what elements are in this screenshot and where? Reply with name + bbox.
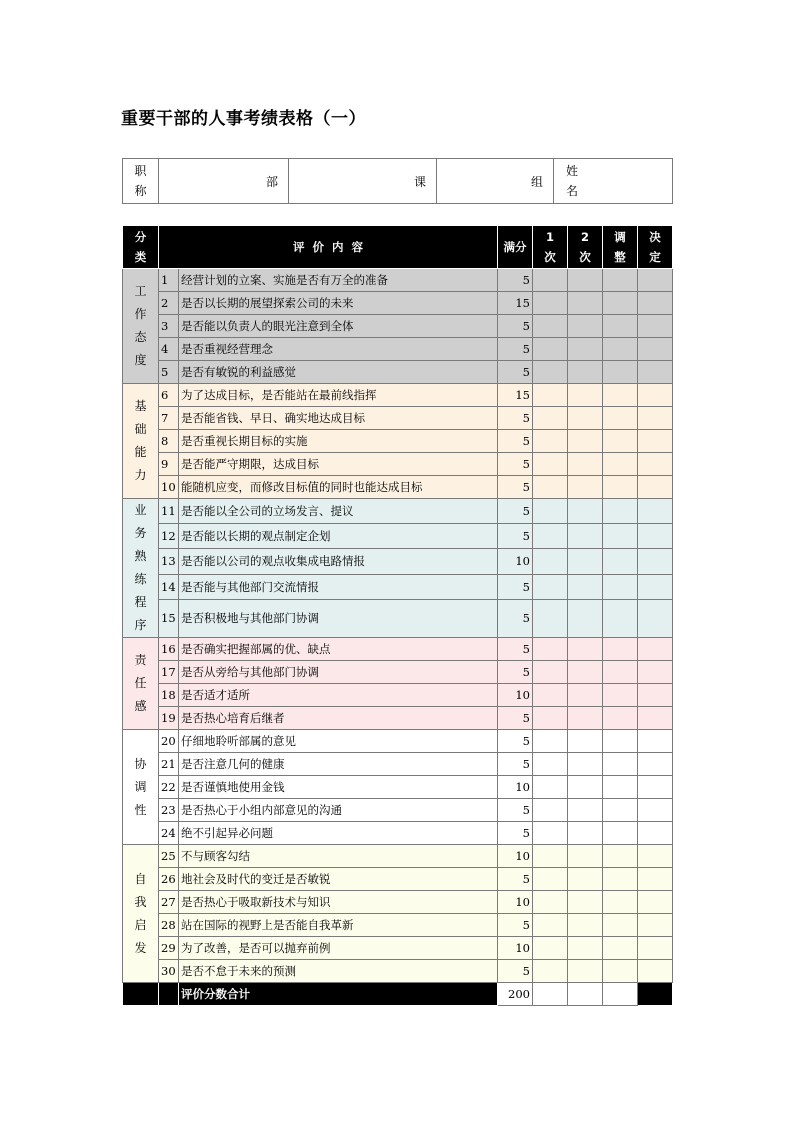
- decide-score-cell[interactable]: [638, 753, 673, 776]
- decide-score-cell[interactable]: [638, 430, 673, 453]
- table-row: [123, 799, 673, 822]
- item-number: 28: [159, 914, 179, 937]
- adjust-score-cell[interactable]: [603, 499, 638, 524]
- decide-score-cell[interactable]: [638, 822, 673, 845]
- category-label: 基 础 能 力: [123, 384, 159, 499]
- first-score-cell[interactable]: [533, 822, 568, 845]
- item-text: 是否能与其他部门交流情报: [179, 574, 498, 599]
- adjust-score-cell[interactable]: [603, 937, 638, 960]
- adjust-score-cell[interactable]: [603, 453, 638, 476]
- adjust-score-cell[interactable]: [603, 684, 638, 707]
- page-title: 重要干部的人事考绩表格（一）: [121, 109, 366, 129]
- table-row: [123, 524, 673, 549]
- item-number: 7: [159, 407, 179, 430]
- item-full-score: 5: [498, 574, 533, 599]
- info-table: [122, 158, 673, 204]
- table-row: [123, 574, 673, 599]
- item-number: 15: [159, 599, 179, 637]
- table-row: [123, 599, 673, 637]
- item-number: 6: [159, 384, 179, 407]
- second-score-cell[interactable]: [568, 799, 603, 822]
- table-row: [123, 891, 673, 914]
- header-full-score: 满分: [498, 226, 533, 269]
- group-field[interactable]: 组: [437, 159, 554, 204]
- item-text: 地社会及时代的变迁是否敏锐: [179, 868, 498, 891]
- first-score-cell[interactable]: [533, 453, 568, 476]
- decide-score-cell[interactable]: [638, 638, 673, 661]
- decide-score-cell[interactable]: [638, 845, 673, 868]
- item-text: 是否不怠于未来的预测: [179, 960, 498, 983]
- item-text: 经营计划的立案、实施是否有万全的准备: [179, 269, 498, 292]
- table-row: [123, 430, 673, 453]
- adjust-score-cell[interactable]: [603, 730, 638, 753]
- second-score-cell[interactable]: [568, 453, 603, 476]
- decide-score-cell[interactable]: [638, 384, 673, 407]
- position-label: 职 称: [123, 159, 159, 204]
- item-text: 为了达成目标，是否能站在最前线指挥: [179, 384, 498, 407]
- total-score: 200: [498, 983, 533, 1006]
- item-full-score: 5: [498, 524, 533, 549]
- adjust-score-cell[interactable]: [603, 292, 638, 315]
- table-row: [123, 638, 673, 661]
- decide-score-cell[interactable]: [638, 407, 673, 430]
- first-score-cell[interactable]: [533, 891, 568, 914]
- first-score-cell[interactable]: [533, 937, 568, 960]
- item-full-score: 15: [498, 384, 533, 407]
- item-full-score: 10: [498, 776, 533, 799]
- item-number: 24: [159, 822, 179, 845]
- first-score-cell[interactable]: [533, 868, 568, 891]
- table-row: [123, 476, 673, 499]
- second-score-cell[interactable]: [568, 599, 603, 637]
- item-number: 10: [159, 476, 179, 499]
- adjust-score-cell[interactable]: [603, 361, 638, 384]
- item-full-score: 10: [498, 549, 533, 574]
- table-row: [123, 338, 673, 361]
- first-score-cell[interactable]: [533, 384, 568, 407]
- total-label: 评价分数合计: [179, 983, 498, 1006]
- adjust-score-cell[interactable]: [603, 524, 638, 549]
- second-score-cell[interactable]: [568, 684, 603, 707]
- item-text: 绝不引起异必问题: [179, 822, 498, 845]
- item-text: 是否重视经营理念: [179, 338, 498, 361]
- first-score-cell[interactable]: [533, 476, 568, 499]
- item-full-score: 5: [498, 868, 533, 891]
- first-score-cell[interactable]: [533, 684, 568, 707]
- decide-score-cell[interactable]: [638, 574, 673, 599]
- table-header-row: [123, 226, 673, 269]
- department-field[interactable]: 部: [159, 159, 289, 204]
- table-row: [123, 549, 673, 574]
- item-number: 23: [159, 799, 179, 822]
- decide-score-cell[interactable]: [638, 707, 673, 730]
- item-text: 是否能以长期的观点制定企划: [179, 524, 498, 549]
- decide-score-cell[interactable]: [638, 338, 673, 361]
- item-full-score: 5: [498, 753, 533, 776]
- adjust-score-cell[interactable]: [603, 574, 638, 599]
- table-row: [123, 499, 673, 524]
- header-adjust: 调 整: [603, 226, 638, 269]
- first-score-cell[interactable]: [533, 269, 568, 292]
- second-score-cell[interactable]: [568, 407, 603, 430]
- name-label: 姓 名: [566, 164, 579, 198]
- item-text: 是否重视长期目标的实施: [179, 430, 498, 453]
- adjust-score-cell[interactable]: [603, 384, 638, 407]
- first-score-cell[interactable]: [533, 315, 568, 338]
- second-score-cell[interactable]: [568, 292, 603, 315]
- item-number: 27: [159, 891, 179, 914]
- item-text: 是否从旁给与其他部门协调: [179, 661, 498, 684]
- first-score-cell[interactable]: [533, 960, 568, 983]
- item-number: 16: [159, 638, 179, 661]
- second-score-cell[interactable]: [568, 891, 603, 914]
- item-number: 25: [159, 845, 179, 868]
- item-full-score: 5: [498, 799, 533, 822]
- adjust-score-cell[interactable]: [603, 868, 638, 891]
- table-row: [123, 868, 673, 891]
- second-score-cell[interactable]: [568, 476, 603, 499]
- second-score-cell[interactable]: [568, 707, 603, 730]
- adjust-score-cell[interactable]: [603, 753, 638, 776]
- item-text: 能随机应变，而修改目标值的同时也能达成目标: [179, 476, 498, 499]
- table-row: [123, 707, 673, 730]
- item-text: 是否能以公司的观点收集成电路情报: [179, 549, 498, 574]
- item-text: 是否热心于吸取新技术与知识: [179, 891, 498, 914]
- second-score-cell[interactable]: [568, 776, 603, 799]
- decide-score-cell[interactable]: [638, 730, 673, 753]
- table-row: [123, 753, 673, 776]
- adjust-score-cell[interactable]: [603, 822, 638, 845]
- second-score-cell[interactable]: [568, 430, 603, 453]
- decide-score-cell[interactable]: [638, 499, 673, 524]
- adjust-score-cell[interactable]: [603, 891, 638, 914]
- second-score-cell[interactable]: [568, 574, 603, 599]
- name-field[interactable]: [554, 159, 673, 204]
- adjust-score-cell[interactable]: [603, 476, 638, 499]
- adjust-score-cell[interactable]: [603, 799, 638, 822]
- item-text: 是否能省钱、早日、确实地达成目标: [179, 407, 498, 430]
- decide-score-cell[interactable]: [638, 549, 673, 574]
- table-row: [123, 661, 673, 684]
- adjust-score-cell[interactable]: [603, 407, 638, 430]
- first-score-cell[interactable]: [533, 407, 568, 430]
- item-full-score: 5: [498, 638, 533, 661]
- decide-score-cell[interactable]: [638, 776, 673, 799]
- item-text: 是否热心于小组内部意见的沟通: [179, 799, 498, 822]
- item-number: 8: [159, 430, 179, 453]
- total-adjust-cell[interactable]: [603, 983, 638, 1006]
- category-label: 工 作 态 度: [123, 269, 159, 384]
- category-label: 业 务 熟 练 程 序: [123, 499, 159, 638]
- adjust-score-cell[interactable]: [603, 269, 638, 292]
- table-row: [123, 914, 673, 937]
- item-full-score: 10: [498, 937, 533, 960]
- first-score-cell[interactable]: [533, 499, 568, 524]
- item-number: 19: [159, 707, 179, 730]
- item-number: 5: [159, 361, 179, 384]
- header-first: 1 次: [533, 226, 568, 269]
- table-row: [123, 960, 673, 983]
- decide-score-cell[interactable]: [638, 960, 673, 983]
- item-full-score: 5: [498, 476, 533, 499]
- second-score-cell[interactable]: [568, 914, 603, 937]
- item-text: 是否能以全公司的立场发言、提议: [179, 499, 498, 524]
- item-number: 2: [159, 292, 179, 315]
- decide-score-cell[interactable]: [638, 799, 673, 822]
- adjust-score-cell[interactable]: [603, 776, 638, 799]
- adjust-score-cell[interactable]: [603, 338, 638, 361]
- item-text: 是否有敏锐的利益感觉: [179, 361, 498, 384]
- total-row: [123, 983, 673, 1006]
- item-number: 13: [159, 549, 179, 574]
- item-text: 是否谨慎地使用金钱: [179, 776, 498, 799]
- decide-score-cell[interactable]: [638, 361, 673, 384]
- section-field[interactable]: 课: [289, 159, 437, 204]
- decide-score-cell[interactable]: [638, 937, 673, 960]
- item-full-score: 10: [498, 891, 533, 914]
- category-label: 责 任 感: [123, 638, 159, 730]
- item-text: 是否适才适所: [179, 684, 498, 707]
- decide-score-cell[interactable]: [638, 914, 673, 937]
- second-score-cell[interactable]: [568, 868, 603, 891]
- first-score-cell[interactable]: [533, 574, 568, 599]
- item-number: 4: [159, 338, 179, 361]
- first-score-cell[interactable]: [533, 914, 568, 937]
- header-decide: 决 定: [638, 226, 673, 269]
- evaluation-table: [122, 225, 673, 1006]
- first-score-cell[interactable]: [533, 361, 568, 384]
- header-content: 评 价 内 容: [159, 226, 498, 269]
- second-score-cell[interactable]: [568, 960, 603, 983]
- item-text: 是否热心培育后继者: [179, 707, 498, 730]
- item-number: 17: [159, 661, 179, 684]
- category-label: 自 我 启 发: [123, 845, 159, 983]
- header-category: 分 类: [123, 226, 159, 269]
- item-full-score: 10: [498, 845, 533, 868]
- table-row: [123, 845, 673, 868]
- second-score-cell[interactable]: [568, 499, 603, 524]
- item-full-score: 10: [498, 684, 533, 707]
- first-score-cell[interactable]: [533, 338, 568, 361]
- item-number: 12: [159, 524, 179, 549]
- table-row: [123, 822, 673, 845]
- item-full-score: 5: [498, 407, 533, 430]
- item-number: 18: [159, 684, 179, 707]
- item-full-score: 5: [498, 599, 533, 637]
- item-text: 仔细地聆听部属的意见: [179, 730, 498, 753]
- decide-score-cell[interactable]: [638, 315, 673, 338]
- table-row: [123, 407, 673, 430]
- item-text: 是否能以负责人的眼光注意到全体: [179, 315, 498, 338]
- decide-score-cell[interactable]: [638, 599, 673, 637]
- header-second: 2 次: [568, 226, 603, 269]
- second-score-cell[interactable]: [568, 315, 603, 338]
- first-score-cell[interactable]: [533, 638, 568, 661]
- decide-score-cell[interactable]: [638, 292, 673, 315]
- first-score-cell[interactable]: [533, 753, 568, 776]
- second-score-cell[interactable]: [568, 638, 603, 661]
- item-number: 22: [159, 776, 179, 799]
- decide-score-cell[interactable]: [638, 891, 673, 914]
- first-score-cell[interactable]: [533, 599, 568, 637]
- category-label: 协 调 性: [123, 730, 159, 845]
- decide-score-cell[interactable]: [638, 269, 673, 292]
- item-text: 是否积极地与其他部门协调: [179, 599, 498, 637]
- item-number: 1: [159, 269, 179, 292]
- first-score-cell[interactable]: [533, 799, 568, 822]
- second-score-cell[interactable]: [568, 730, 603, 753]
- item-full-score: 5: [498, 453, 533, 476]
- decide-score-cell[interactable]: [638, 453, 673, 476]
- decide-score-cell[interactable]: [638, 661, 673, 684]
- table-row: [123, 730, 673, 753]
- first-score-cell[interactable]: [533, 776, 568, 799]
- item-full-score: 5: [498, 315, 533, 338]
- first-score-cell[interactable]: [533, 845, 568, 868]
- item-text: 不与顾客勾结: [179, 845, 498, 868]
- table-row: [123, 292, 673, 315]
- adjust-score-cell[interactable]: [603, 661, 638, 684]
- table-row: [123, 453, 673, 476]
- item-number: 26: [159, 868, 179, 891]
- first-score-cell[interactable]: [533, 730, 568, 753]
- table-row: [123, 937, 673, 960]
- table-row: [123, 269, 673, 292]
- item-full-score: 15: [498, 292, 533, 315]
- adjust-score-cell[interactable]: [603, 315, 638, 338]
- total-category-cell: [123, 983, 159, 1006]
- item-full-score: 5: [498, 430, 533, 453]
- total-second-cell[interactable]: [568, 983, 603, 1006]
- item-full-score: 5: [498, 730, 533, 753]
- second-score-cell[interactable]: [568, 338, 603, 361]
- second-score-cell[interactable]: [568, 269, 603, 292]
- item-full-score: 5: [498, 338, 533, 361]
- item-text: 是否确实把握部属的优、缺点: [179, 638, 498, 661]
- decide-score-cell[interactable]: [638, 868, 673, 891]
- second-score-cell[interactable]: [568, 524, 603, 549]
- second-score-cell[interactable]: [568, 361, 603, 384]
- table-row: [123, 384, 673, 407]
- first-score-cell[interactable]: [533, 661, 568, 684]
- first-score-cell[interactable]: [533, 707, 568, 730]
- item-full-score: 5: [498, 499, 533, 524]
- second-score-cell[interactable]: [568, 845, 603, 868]
- item-text: 是否能严守期限，达成目标: [179, 453, 498, 476]
- adjust-score-cell[interactable]: [603, 845, 638, 868]
- total-first-cell[interactable]: [533, 983, 568, 1006]
- item-full-score: 5: [498, 960, 533, 983]
- second-score-cell[interactable]: [568, 753, 603, 776]
- item-number: 29: [159, 937, 179, 960]
- item-full-score: 5: [498, 822, 533, 845]
- item-text: 为了改善，是否可以抛弃前例: [179, 937, 498, 960]
- adjust-score-cell[interactable]: [603, 914, 638, 937]
- adjust-score-cell[interactable]: [603, 707, 638, 730]
- decide-score-cell[interactable]: [638, 476, 673, 499]
- table-row: [123, 315, 673, 338]
- table-row: [123, 684, 673, 707]
- second-score-cell[interactable]: [568, 661, 603, 684]
- item-text: 是否注意几何的健康: [179, 753, 498, 776]
- item-number: 14: [159, 574, 179, 599]
- first-score-cell[interactable]: [533, 549, 568, 574]
- item-full-score: 5: [498, 914, 533, 937]
- decide-score-cell[interactable]: [638, 684, 673, 707]
- item-number: 21: [159, 753, 179, 776]
- total-number-cell: [159, 983, 179, 1006]
- first-score-cell[interactable]: [533, 524, 568, 549]
- table-row: [123, 776, 673, 799]
- adjust-score-cell[interactable]: [603, 638, 638, 661]
- table-row: [123, 361, 673, 384]
- item-number: 11: [159, 499, 179, 524]
- first-score-cell[interactable]: [533, 292, 568, 315]
- adjust-score-cell[interactable]: [603, 549, 638, 574]
- item-full-score: 5: [498, 661, 533, 684]
- item-number: 9: [159, 453, 179, 476]
- first-score-cell[interactable]: [533, 430, 568, 453]
- item-number: 30: [159, 960, 179, 983]
- decide-score-cell[interactable]: [638, 524, 673, 549]
- item-full-score: 5: [498, 269, 533, 292]
- item-full-score: 5: [498, 707, 533, 730]
- item-number: 20: [159, 730, 179, 753]
- second-score-cell[interactable]: [568, 549, 603, 574]
- adjust-score-cell[interactable]: [603, 599, 638, 637]
- item-full-score: 5: [498, 361, 533, 384]
- adjust-score-cell[interactable]: [603, 430, 638, 453]
- item-text: 是否以长期的展望探索公司的未来: [179, 292, 498, 315]
- second-score-cell[interactable]: [568, 822, 603, 845]
- adjust-score-cell[interactable]: [603, 960, 638, 983]
- second-score-cell[interactable]: [568, 384, 603, 407]
- item-text: 站在国际的视野上是否能自我革新: [179, 914, 498, 937]
- second-score-cell[interactable]: [568, 937, 603, 960]
- item-number: 3: [159, 315, 179, 338]
- total-decide-cell: [638, 983, 673, 1006]
